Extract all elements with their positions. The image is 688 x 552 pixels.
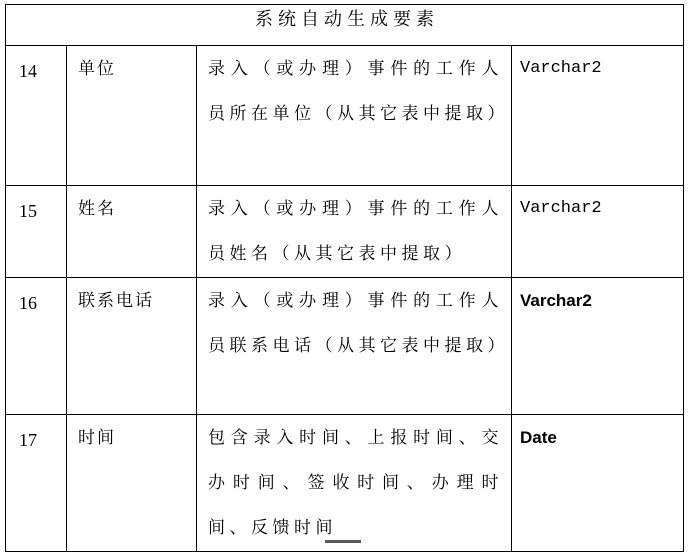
- table-section-header-row: [6, 5, 684, 46]
- cell-row-number: 17: [6, 415, 67, 552]
- cell-row-number: 14: [6, 46, 67, 186]
- cell-field-name: 时间: [67, 415, 197, 552]
- cell-data-type: Varchar2: [512, 46, 684, 186]
- table-row: [6, 46, 684, 186]
- cell-data-type: Varchar2: [512, 186, 684, 278]
- cell-description: 录入（或办理）事件的工作人员姓名（从其它表中提取）: [197, 186, 512, 278]
- cell-description: 包含录入时间、上报时间、交办时间、签收时间、办理时间、反馈时间: [197, 415, 512, 552]
- cell-description: 录入（或办理）事件的工作人员联系电话（从其它表中提取）: [197, 278, 512, 415]
- cell-description: 录入（或办理）事件的工作人员所在单位（从其它表中提取）: [197, 46, 512, 186]
- cell-field-name: 联系电话: [67, 278, 197, 415]
- cell-row-number: 16: [6, 278, 67, 415]
- table-row: [6, 278, 684, 415]
- spec-table: [5, 4, 684, 552]
- table-row: [6, 186, 684, 278]
- scrollbar-thumb[interactable]: [325, 540, 361, 543]
- table-section-header: 系统自动生成要素: [6, 5, 684, 46]
- cell-row-number: 15: [6, 186, 67, 278]
- cell-field-name: 单位: [67, 46, 197, 186]
- cell-data-type: Varchar2: [512, 278, 684, 415]
- cell-field-name: 姓名: [67, 186, 197, 278]
- cell-data-type: Date: [512, 415, 684, 552]
- table-row: [6, 415, 684, 552]
